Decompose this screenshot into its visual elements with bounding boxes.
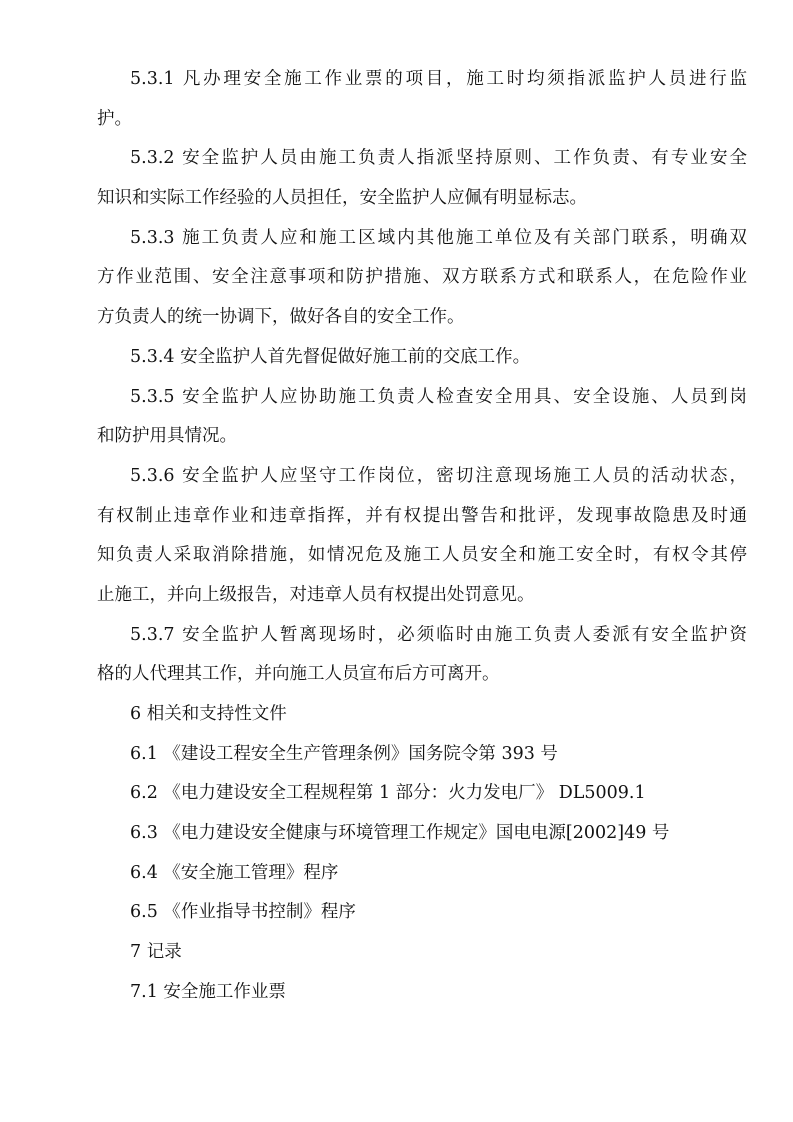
paragraph — [97, 774, 747, 814]
paragraph-line: 知识和实际工作经验的人员担任，安全监护人应佩有明显标志。 — [97, 188, 587, 209]
paragraph — [97, 854, 747, 894]
paragraph — [97, 893, 747, 933]
paragraph-line: 格的人代理其工作，并向施工人员宣布后方可离开。 — [97, 664, 500, 685]
paragraph-first-line: 7.1 安全施工作业票 — [130, 981, 286, 1002]
paragraph — [97, 695, 747, 735]
paragraph-line: 止施工，并向上级报告，对违章人员有权提出处罚意见。 — [97, 584, 535, 605]
paragraph-line: 知负责人采取消除措施，如情况危及施工人员安全和施工安全时，有权令其停 — [97, 545, 747, 566]
paragraph-first-line: 6.5 《作业指导书控制》程序 — [130, 902, 356, 923]
paragraph-line: 护。 — [97, 108, 132, 129]
paragraph-first-line: 7 记录 — [130, 942, 182, 963]
paragraph — [97, 814, 747, 854]
paragraph — [97, 933, 747, 973]
paragraph-line: 和防护用具情况。 — [97, 426, 237, 447]
document-body — [97, 60, 747, 1013]
paragraph-first-line: 5.3.3 施工负责人应和施工区域内其他施工单位及有关部门联系，明确双 — [130, 227, 747, 248]
paragraph — [97, 338, 747, 378]
paragraph-line: 方负责人的统一协调下，做好各自的安全工作。 — [97, 307, 465, 328]
paragraph-first-line: 6.4 《安全施工管理》程序 — [130, 862, 339, 883]
paragraph — [97, 616, 747, 695]
paragraph — [97, 219, 747, 338]
paragraph-first-line: 5.3.5 安全监护人应协助施工负责人检查安全用具、安全设施、人员到岗 — [130, 386, 747, 407]
paragraph — [97, 60, 747, 139]
paragraph-line: 方作业范围、安全注意事项和防护措施、双方联系方式和联系人，在危险作业 — [97, 267, 747, 288]
paragraph-first-line: 6.3 《电力建设安全健康与环境管理工作规定》国电电源[2002]49 号 — [130, 823, 670, 844]
paragraph-first-line: 5.3.6 安全监护人应坚守工作岗位，密切注意现场施工人员的活动状态， — [130, 465, 747, 486]
paragraph-first-line: 6.2 《电力建设安全工程规程第 1 部分：火力发电厂》 DL5009.1 — [130, 783, 646, 804]
paragraph-first-line: 5.3.1 凡办理安全施工作业票的项目，施工时均须指派监护人员进行监 — [130, 69, 747, 89]
paragraph-first-line: 5.3.4 安全监护人首先督促做好施工前的交底工作。 — [130, 346, 531, 367]
paragraph-first-line: 6.1 《建设工程安全生产管理条例》国务院令第 393 号 — [130, 743, 558, 764]
paragraph — [97, 973, 747, 1013]
paragraph — [97, 139, 747, 218]
paragraph — [97, 457, 747, 616]
paragraph-line: 有权制止违章作业和违章指挥，并有权提出警告和批评，发现事故隐患及时通 — [97, 505, 747, 526]
paragraph-first-line: 5.3.2 安全监护人员由施工负责人指派坚持原则、工作负责、有专业安全 — [130, 148, 747, 169]
paragraph-first-line: 6 相关和支持性文件 — [130, 704, 287, 724]
paragraph-first-line: 5.3.7 安全监护人暂离现场时，必须临时由施工负责人委派有安全监护资 — [130, 624, 747, 645]
paragraph — [97, 378, 747, 457]
paragraph — [97, 735, 747, 775]
